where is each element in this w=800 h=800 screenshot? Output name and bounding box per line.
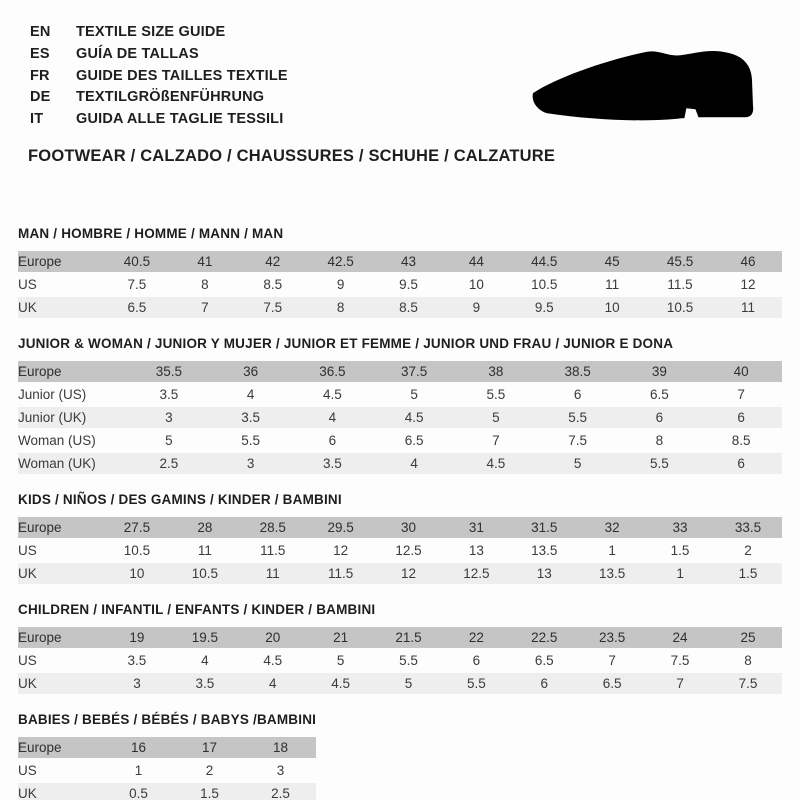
size-value-cell: 6 [700,407,782,428]
size-value-cell: 6 [573,387,582,402]
size-table-section [18,602,782,696]
size-value-cell: 4.5 [322,387,342,402]
size-value-cell: 11 [605,277,620,292]
size-value-cell: 10.5 [123,543,151,558]
row-label-cell: UK [18,783,103,800]
size-value-cell: 40 [700,361,782,382]
row-label-cell: US [18,277,37,292]
size-value-cell: 3.5 [292,453,374,474]
size-value-cell: 1.5 [714,563,782,584]
size-value-cell: 8.5 [731,433,751,448]
size-value-cell: 7 [737,387,745,402]
size-value-cell: 6.5 [534,653,554,668]
size-table-row [18,760,316,781]
section-title: CHILDREN / INFANTIL / ENFANTS / KINDER / BAMBINI [18,602,376,617]
language-title: GUIDA ALLE TAGLIE TESSILI [76,111,284,128]
size-value-cell: 10 [578,297,646,318]
size-value-cell: 4 [373,453,455,474]
size-table-row [18,563,782,584]
size-value-cell: 8.5 [375,297,443,318]
size-value-cell: 13 [510,563,578,584]
language-code: IT [30,111,44,128]
size-value-cell: 45 [578,251,646,272]
size-value-cell: 9 [336,277,345,292]
size-value-cell: 6 [700,453,782,474]
size-value-cell: 6.5 [578,673,646,694]
row-label-cell: US [18,543,37,558]
size-value-cell: 23.5 [578,627,646,648]
size-table-row [18,650,782,671]
size-value-cell: 6 [472,653,481,668]
row-label-cell: Europe [18,627,103,648]
row-label-cell: UK [18,297,103,318]
size-value-cell: 3 [276,763,285,778]
size-value-cell: 1.5 [670,543,690,558]
size-value-cell: 2 [744,543,752,558]
language-row-it [30,109,288,131]
size-value-cell: 6.5 [103,297,171,318]
size-value-cell: 11.5 [307,563,375,584]
size-value-cell: 5 [410,387,418,402]
size-value-cell: 7 [171,297,239,318]
size-table-row [18,407,782,428]
size-value-cell: 25 [714,627,782,648]
size-value-cell: 28 [171,517,239,538]
size-value-cell: 29.5 [307,517,375,538]
size-value-cell: 36 [210,361,292,382]
size-value-cell: 5.5 [241,433,261,448]
size-table-row [18,430,782,451]
size-table-section [18,336,782,476]
size-value-cell: 2.5 [128,453,210,474]
size-table [18,515,782,586]
row-label-cell: Junior (US) [18,387,87,402]
size-table-row [18,384,782,405]
row-label-cell: Europe [18,517,103,538]
size-value-cell: 5.5 [619,453,701,474]
size-table-section [18,492,782,586]
size-value-cell: 24 [646,627,714,648]
size-value-cell: 21.5 [375,627,443,648]
size-value-cell: 13.5 [578,563,646,584]
size-table-row [18,517,782,538]
size-value-cell: 7 [492,433,500,448]
size-value-cell: 3.5 [210,407,292,428]
row-label-cell: US [18,763,37,778]
size-value-cell: 7.5 [239,297,307,318]
size-value-cell: 32 [578,517,646,538]
size-value-cell: 13 [468,543,484,558]
size-table-row [18,627,782,648]
size-table-row [18,361,782,382]
size-value-cell: 10 [468,277,484,292]
size-value-cell: 4.5 [455,453,537,474]
size-value-cell: 19 [103,627,171,648]
size-value-cell: 6.5 [649,387,669,402]
category-title: FOOTWEAR / CALZADO / CHAUSSURES / SCHUHE / CALZATURE [28,147,556,165]
size-table-row [18,251,782,272]
size-value-cell: 30 [375,517,443,538]
size-table-section [18,712,782,800]
size-value-cell: 4.5 [373,407,455,428]
size-table-row [18,737,316,758]
size-value-cell: 1.5 [174,783,245,800]
size-value-cell: 42 [239,251,307,272]
size-value-cell: 11 [239,563,307,584]
size-value-cell: 11 [714,297,782,318]
size-value-cell: 9 [442,297,510,318]
size-value-cell: 36.5 [292,361,374,382]
language-row-en [30,22,288,44]
size-value-cell: 3 [103,673,171,694]
size-value-cell: 22 [442,627,510,648]
size-value-cell: 3 [128,407,210,428]
size-value-cell: 45.5 [646,251,714,272]
size-value-cell: 21 [307,627,375,648]
size-value-cell: 3.5 [159,387,179,402]
size-value-cell: 5 [375,673,443,694]
size-value-cell: 4 [292,407,374,428]
size-table [18,625,782,696]
row-label-cell: Europe [18,361,128,382]
size-value-cell: 4 [201,653,209,668]
row-label-cell: Europe [18,737,103,758]
size-table-row [18,274,782,295]
size-value-cell: 12 [333,543,349,558]
size-value-cell: 46 [714,251,782,272]
language-code: FR [30,67,50,84]
size-value-cell: 5.5 [486,387,506,402]
size-value-cell: 13.5 [531,543,558,558]
size-value-cell: 41 [171,251,239,272]
size-value-cell: 9.5 [510,297,578,318]
size-value-cell: 18 [245,737,316,758]
size-value-cell: 7 [646,673,714,694]
size-value-cell: 2 [205,763,214,778]
language-title: GUIDE DES TAILLES TEXTILE [76,67,288,84]
size-value-cell: 1 [134,763,143,778]
language-code: ES [30,45,50,62]
row-label-cell: US [18,653,37,668]
size-value-cell: 5 [336,653,345,668]
size-value-cell: 33.5 [714,517,782,538]
size-value-cell: 7.5 [568,433,588,448]
size-value-cell: 17 [174,737,245,758]
size-value-cell: 10.5 [171,563,239,584]
dress-shoe-icon [531,46,757,124]
size-value-cell: 28.5 [239,517,307,538]
size-value-cell: 6 [619,407,701,428]
row-label-cell: UK [18,673,103,694]
language-row-es [30,44,288,66]
row-label-cell: Woman (US) [18,433,96,448]
size-table-section [18,226,782,320]
size-table [18,735,316,800]
section-title: JUNIOR & WOMAN / JUNIOR Y MUJER / JUNIOR ET FEMME / JUNIOR UND FRAU / JUNIOR E DONA [18,336,674,351]
row-label-cell: Woman (UK) [18,453,128,474]
section-title: KIDS / NIÑOS / DES GAMINS / KINDER / BAMBINI [18,492,342,507]
size-value-cell: 6 [328,433,337,448]
row-label-cell: UK [18,563,103,584]
size-value-cell: 4.5 [263,653,283,668]
size-value-cell: 19.5 [171,627,239,648]
size-value-cell: 9.5 [399,277,418,292]
size-value-cell: 31 [442,517,510,538]
size-value-cell: 44 [442,251,510,272]
size-table-row [18,297,782,318]
size-value-cell: 12 [740,277,756,292]
size-value-cell: 33 [646,517,714,538]
size-value-cell: 5.5 [537,407,619,428]
size-tables [18,226,782,800]
size-table-row [18,540,782,561]
row-label-cell: Europe [18,251,103,272]
size-value-cell: 4 [239,673,307,694]
size-value-cell: 10 [103,563,171,584]
size-value-cell: 35.5 [128,361,210,382]
language-title: GUÍA DE TALLAS [76,45,199,62]
language-row-de [30,87,288,109]
size-value-cell: 31.5 [510,517,578,538]
size-value-cell: 5 [165,433,173,448]
size-value-cell: 1 [608,543,616,558]
size-value-cell: 8.5 [263,277,283,292]
size-value-cell: 42.5 [307,251,375,272]
size-value-cell: 3.5 [127,653,147,668]
size-table-row [18,453,782,474]
size-value-cell: 16 [103,737,174,758]
size-value-cell: 20 [239,627,307,648]
size-value-cell: 12.5 [395,543,422,558]
size-value-cell: 37.5 [373,361,455,382]
section-title: BABIES / BEBÉS / BÉBÉS / BABYS /BAMBINI [18,712,317,727]
language-title: TEXTILE SIZE GUIDE [76,24,226,40]
size-value-cell: 10.5 [646,297,714,318]
size-value-cell: 40.5 [103,251,171,272]
size-value-cell: 12 [375,563,443,584]
size-value-cell: 11.5 [667,277,693,292]
row-label-cell: Junior (UK) [18,407,128,428]
size-value-cell: 8 [307,297,375,318]
size-value-cell: 11.5 [260,543,286,558]
size-value-cell: 38.5 [537,361,619,382]
size-value-cell: 5.5 [442,673,510,694]
size-value-cell: 6 [510,673,578,694]
size-value-cell: 22.5 [510,627,578,648]
size-value-cell: 6.5 [404,433,424,448]
size-value-cell: 3.5 [171,673,239,694]
size-value-cell: 4.5 [307,673,375,694]
size-value-cell: 38 [455,361,537,382]
size-value-cell: 8 [744,653,752,668]
language-list [30,22,288,131]
size-value-cell: 8 [201,277,209,292]
size-value-cell: 7.5 [127,277,147,292]
size-value-cell: 7.5 [670,653,690,668]
size-value-cell: 5 [537,453,619,474]
size-value-cell: 7.5 [714,673,782,694]
size-value-cell: 1 [646,563,714,584]
size-value-cell: 8 [655,433,664,448]
size-value-cell: 10.5 [531,277,558,292]
size-value-cell: 4 [246,387,255,402]
size-value-cell: 3 [210,453,292,474]
language-code: EN [30,24,51,40]
section-title: MAN / HOMBRE / HOMME / MANN / MAN [18,226,284,241]
language-row-fr [30,66,288,88]
size-table [18,249,782,320]
size-value-cell: 39 [619,361,701,382]
language-title: TEXTILGRÖßENFÜHRUNG [76,89,265,106]
size-value-cell: 12.5 [442,563,510,584]
size-value-cell: 43 [375,251,443,272]
size-table [18,359,782,476]
size-table-row [18,673,782,694]
size-value-cell: 5 [455,407,537,428]
size-value-cell: 44.5 [510,251,578,272]
size-value-cell: 2.5 [245,783,316,800]
size-value-cell: 27.5 [103,517,171,538]
size-value-cell: 0.5 [103,783,174,800]
size-value-cell: 11 [197,543,212,558]
size-table-row [18,783,316,800]
size-value-cell: 5.5 [399,653,418,668]
size-value-cell: 7 [608,653,616,668]
language-code: DE [30,89,51,106]
